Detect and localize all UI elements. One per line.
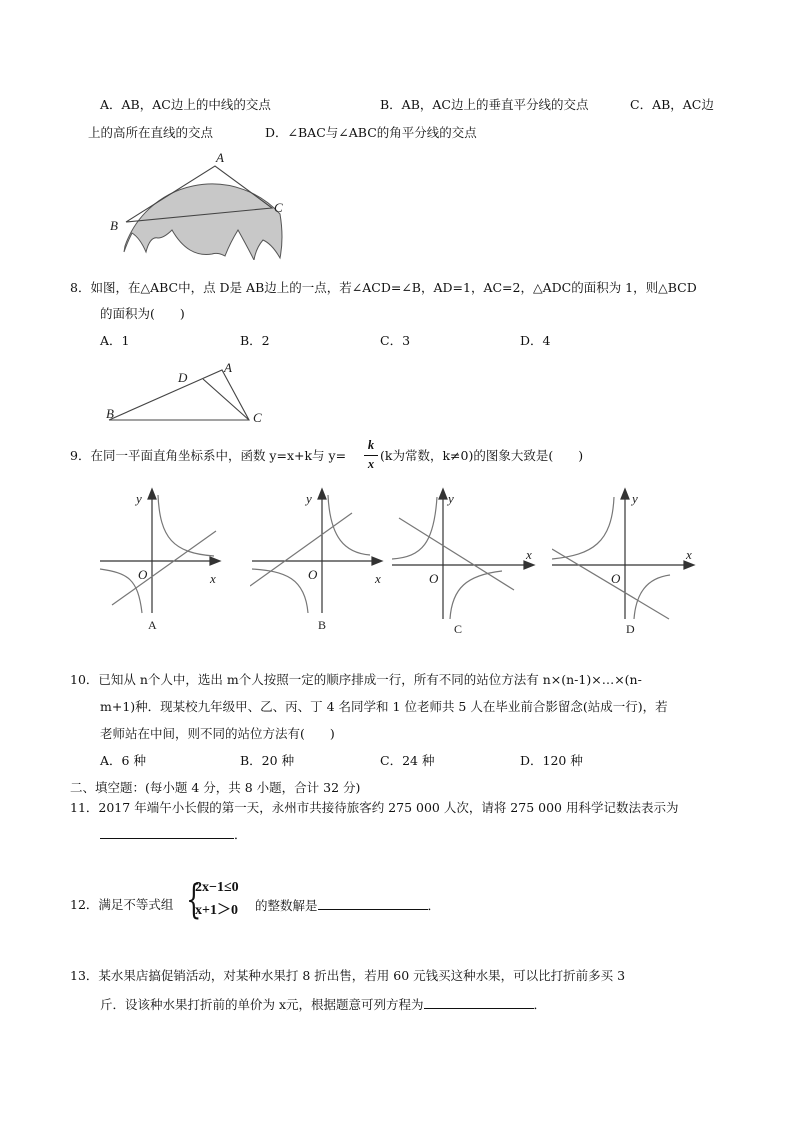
q12-suffix-text: 的整数解是 — [255, 898, 318, 913]
q13-answer-blank[interactable] — [424, 996, 534, 1009]
q9-graph-c-label: C — [454, 622, 463, 636]
q9-fraction-numerator: k — [367, 438, 375, 452]
q9-graph-d-x-label: x — [686, 547, 692, 562]
q8-option-a: A．1 — [100, 333, 130, 348]
q9-stem-suffix: (k为常数，k≠0)的图象大致是( ) — [380, 448, 584, 463]
q8-label-a: A — [224, 360, 232, 375]
q8-label-d: D — [178, 370, 188, 385]
q7-option-c-cont: 上的高所在直线的交点 — [88, 125, 214, 140]
q9-graph-a — [98, 483, 238, 638]
q7-label-a: A — [216, 150, 224, 165]
q10-option-c: C．24 种 — [380, 753, 435, 768]
q7-semicircle-figure — [100, 148, 300, 260]
q9-graph-b-y-label: y — [306, 491, 312, 506]
q8-option-b: B．2 — [240, 333, 270, 348]
q12-period: ． — [427, 898, 441, 913]
q11-period: ． — [234, 827, 247, 842]
q8-option-d: D．4 — [520, 333, 551, 348]
q9-graph-c — [392, 483, 542, 638]
q9-graph-a-x-label: x — [210, 571, 216, 586]
q8-stem-line2: 的面积为( ) — [100, 306, 185, 321]
q8-stem-line1: 8．如图，在△ABC中，点 D是 AB边上的一点，若∠ACD=∠B，AD=1，AC=2，△ADC的面积为 1，则△BCD — [70, 280, 697, 295]
q9-graph-a-y-label: y — [136, 491, 142, 506]
q12-brace: { — [186, 877, 202, 923]
q11-stem: 11．2017 年端午小长假的第一天，永州市共接待旅客约 275 000 人次，请将 275 000 用科学记数法表示为 — [70, 800, 679, 815]
q9-graph-b-x-label: x — [375, 571, 381, 586]
q7-option-b: B．AB，AC边上的垂直平分线的交点 — [380, 97, 589, 112]
q12-inequality-2: x+1＞0 — [195, 903, 238, 918]
q9-stem-prefix: 9．在同一平面直角坐标系中，函数 y=x+k与 y= — [70, 448, 347, 463]
q9-graph-c-y-label: y — [448, 491, 454, 506]
q12-inequality-1: 2x−1≤0 — [195, 880, 239, 895]
q9-graph-a-label: A — [148, 618, 157, 632]
q10-option-d: D．120 种 — [520, 753, 583, 768]
q10-option-b: B．20 种 — [240, 753, 295, 768]
q11-answer-blank[interactable] — [100, 826, 234, 839]
q11-answer-line[interactable] — [100, 826, 247, 843]
q9-graph-b — [250, 483, 390, 638]
q9-graph-a-origin: O — [138, 567, 148, 582]
q9-graph-b-label: B — [318, 618, 327, 632]
q10-stem-line1: 10．已知从 n个人中，选出 m个人按照一定的顺序排成一行，所有不同的站位方法有 n×(n-1)×…×(n- — [70, 672, 642, 687]
q9-graph-d-origin: O — [611, 571, 621, 586]
q7-label-c: C — [274, 200, 283, 215]
q9-graph-d-label: D — [626, 622, 635, 636]
q7-label-b: B — [110, 218, 118, 233]
q8-option-c: C．3 — [380, 333, 411, 348]
q7-option-a: A．AB，AC边上的中线的交点 — [100, 97, 271, 112]
q8-label-b: B — [106, 406, 114, 421]
q7-option-d: D．∠BAC与∠ABC的角平分线的交点 — [265, 125, 477, 140]
q13-period: ． — [533, 997, 547, 1012]
q8-triangle-figure — [100, 358, 280, 430]
q9-graph-d-y-label: y — [632, 491, 638, 506]
q10-stem-line3: 老师站在中间，则不同的站位方法有( ) — [100, 726, 335, 741]
section-2-heading: 二、填空题：(每小题 4 分，共 8 小题，合计 32 分) — [70, 780, 361, 795]
q13-stem-line2 — [100, 996, 546, 1013]
q10-stem-line2: m+1)种．现某校九年级甲、乙、丙、丁 4 名同学和 1 位老师共 5 人在毕业前合影留念(站成一行)，若 — [100, 699, 668, 714]
q13-stem-line1: 13．某水果店搞促销活动，对某种水果打 8 折出售，若用 60 元钱买这种水果，可以比打折前多买 3 — [70, 968, 626, 983]
q12-stem-suffix — [255, 897, 440, 914]
q9-fraction-bar — [364, 455, 378, 456]
q9-graph-d — [552, 483, 702, 638]
q7-option-c: C．AB，AC边 — [630, 97, 714, 112]
q9-fraction-denominator: x — [367, 457, 375, 471]
q10-option-a: A．6 种 — [100, 753, 146, 768]
q9-graph-c-x-label: x — [526, 547, 532, 562]
q12-stem-prefix: 12．满足不等式组 — [70, 897, 174, 912]
q8-label-c: C — [253, 410, 262, 425]
q12-answer-blank[interactable] — [318, 897, 428, 910]
q9-graph-c-origin: O — [429, 571, 439, 586]
q13-line2-text: 斤．设该种水果打折前的单价为 x元，根据题意可列方程为 — [100, 997, 424, 1012]
q9-graph-b-origin: O — [308, 567, 318, 582]
